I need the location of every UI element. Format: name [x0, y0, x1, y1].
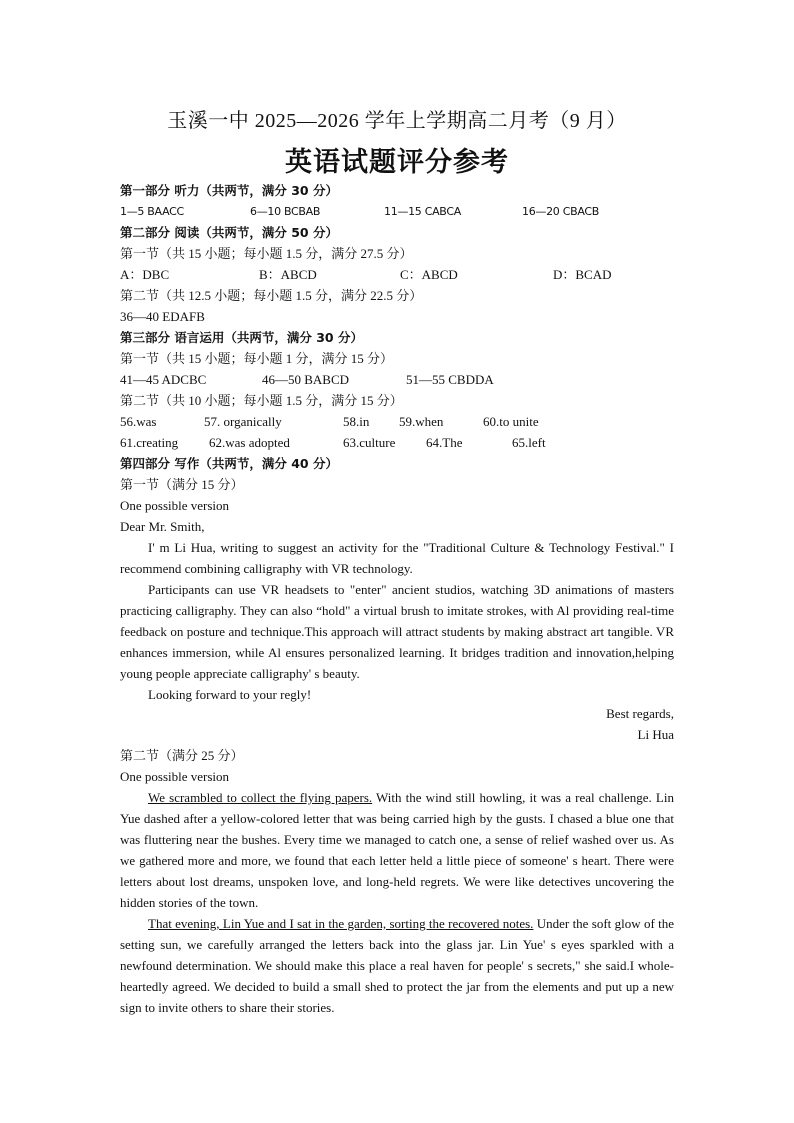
answer-item: 58.in — [343, 414, 370, 429]
document-subtitle: 英语试题评分参考 — [285, 147, 509, 178]
answer-group: C：ABCD — [400, 267, 458, 282]
part4-section1-heading: 第一节（满分 15 分） — [120, 477, 244, 492]
part2-section2-answers: 36—40 EDAFB — [120, 309, 205, 324]
story-paragraph — [120, 913, 674, 1018]
letter-paragraph: I' m Li Hua, writing to suggest an activity for the "Traditional Culture & Technology Festival." I recommend combining calligraphy with VR technology. — [120, 540, 674, 576]
answer-group: A：DBC — [120, 267, 170, 282]
answer-group: 51—55 CBDDA — [406, 372, 494, 387]
answer-group: D：BCAD — [553, 267, 612, 282]
story-body — [120, 787, 674, 1018]
part3-section2-heading: 第二节（共 10 小题；每小题 1.5 分，满分 15 分） — [120, 393, 403, 408]
part4-heading: 第四部分 写作（共两节，满分 40 分） — [120, 456, 338, 471]
answer-group: 41—45 ADCBC — [120, 372, 207, 387]
answer-item: 57. organically — [204, 414, 282, 429]
part2-heading: 第二部分 阅读（共两节，满分 50 分） — [120, 225, 338, 240]
part1-heading: 第一部分 听力（共两节，满分 30 分） — [120, 183, 338, 198]
answer-item: 56.was — [120, 414, 157, 429]
story-paragraph — [120, 787, 674, 913]
exam-title: 玉溪一中 2025—2026 学年上学期高二月考（9 月） — [167, 110, 627, 132]
part2-section2-heading: 第二节（共 12.5 小题；每小题 1.5 分，满分 22.5 分） — [120, 288, 423, 303]
answer-item: 65.left — [512, 435, 546, 450]
answer-group: 46—50 BABCD — [262, 372, 350, 387]
version-label: One possible version — [120, 769, 230, 784]
answer-item: 60.to unite — [483, 414, 539, 429]
answer-item: 62.was adopted — [209, 435, 290, 450]
answer-group: 1—5 BAACC — [120, 205, 184, 218]
answer-group: 6—10 BCBAB — [250, 205, 321, 218]
part3-section1-heading: 第一节（共 15 小题；每小题 1 分，满分 15 分） — [120, 351, 394, 366]
given-opening-sentence: We scrambled to collect the flying papers. — [148, 790, 373, 805]
answer-group: 16—20 CBACB — [522, 205, 599, 218]
answer-group: 11—15 CABCA — [384, 205, 461, 218]
part3-heading: 第三部分 语言运用（共两节，满分 30 分） — [120, 330, 363, 345]
answer-item: 64.The — [426, 435, 463, 450]
letter-closing: Best regards, — [606, 706, 674, 721]
letter-signature: Li Hua — [637, 727, 674, 742]
part4-section2-heading: 第二节（满分 25 分） — [120, 748, 244, 763]
version-label: One possible version — [120, 498, 230, 513]
answer-item: 63.culture — [343, 435, 396, 450]
letter-body — [120, 537, 674, 705]
letter-paragraph: Participants can use VR headsets to "enter" ancient studios, watching 3D animations of masters practicing calligraphy. They can also “hold" a virtual brush to imitate strokes, with Al providing real-time feedback on posture and technique.This approach will attract students by making abstract art tangible. VR enhances immersion, while Al ensures personalized learning. It bridges tradition and innovation,helping young people appreciate calligraphy' s beauty. — [120, 582, 674, 681]
given-opening-sentence: That evening, Lin Yue and I sat in the garden, sorting the recovered notes. — [148, 916, 534, 931]
answer-item: 59.when — [399, 414, 444, 429]
story-text: Under the soft glow of the setting sun, we carefully arranged the letters back into the glass jar. Lin Yue' s eyes sparkled with a newfound determination. We should make this place a real haven for people' s secrets," she said.I whole-heartedly agreed. We decided to build a small shed to protect the jar from the elements and put up a new sign to invite others to share their stories. — [120, 916, 674, 1015]
part2-section1-heading: 第一节（共 15 小题；每小题 1.5 分，满分 27.5 分） — [120, 246, 413, 261]
letter-paragraph: Looking forward to your regly! — [148, 687, 312, 702]
story-text: With the wind still howling, it was a real challenge. Lin Yue dashed after a yellow-colored letter that was being carried high by the gusts. I chased a blue one that was fluttering near the bushes. Every time we managed to catch one, a sense of relief washed over us. As we gathered more and more, we found that each letter held a little piece of someone' s heart. There were letters about lost dreams, unspoken love, and long-held regrets. We were like detectives uncovering the hidden stories of the town. — [120, 790, 674, 910]
answer-group: B：ABCD — [259, 267, 317, 282]
answer-item: 61.creating — [120, 435, 179, 450]
letter-salutation: Dear Mr. Smith, — [120, 519, 205, 534]
